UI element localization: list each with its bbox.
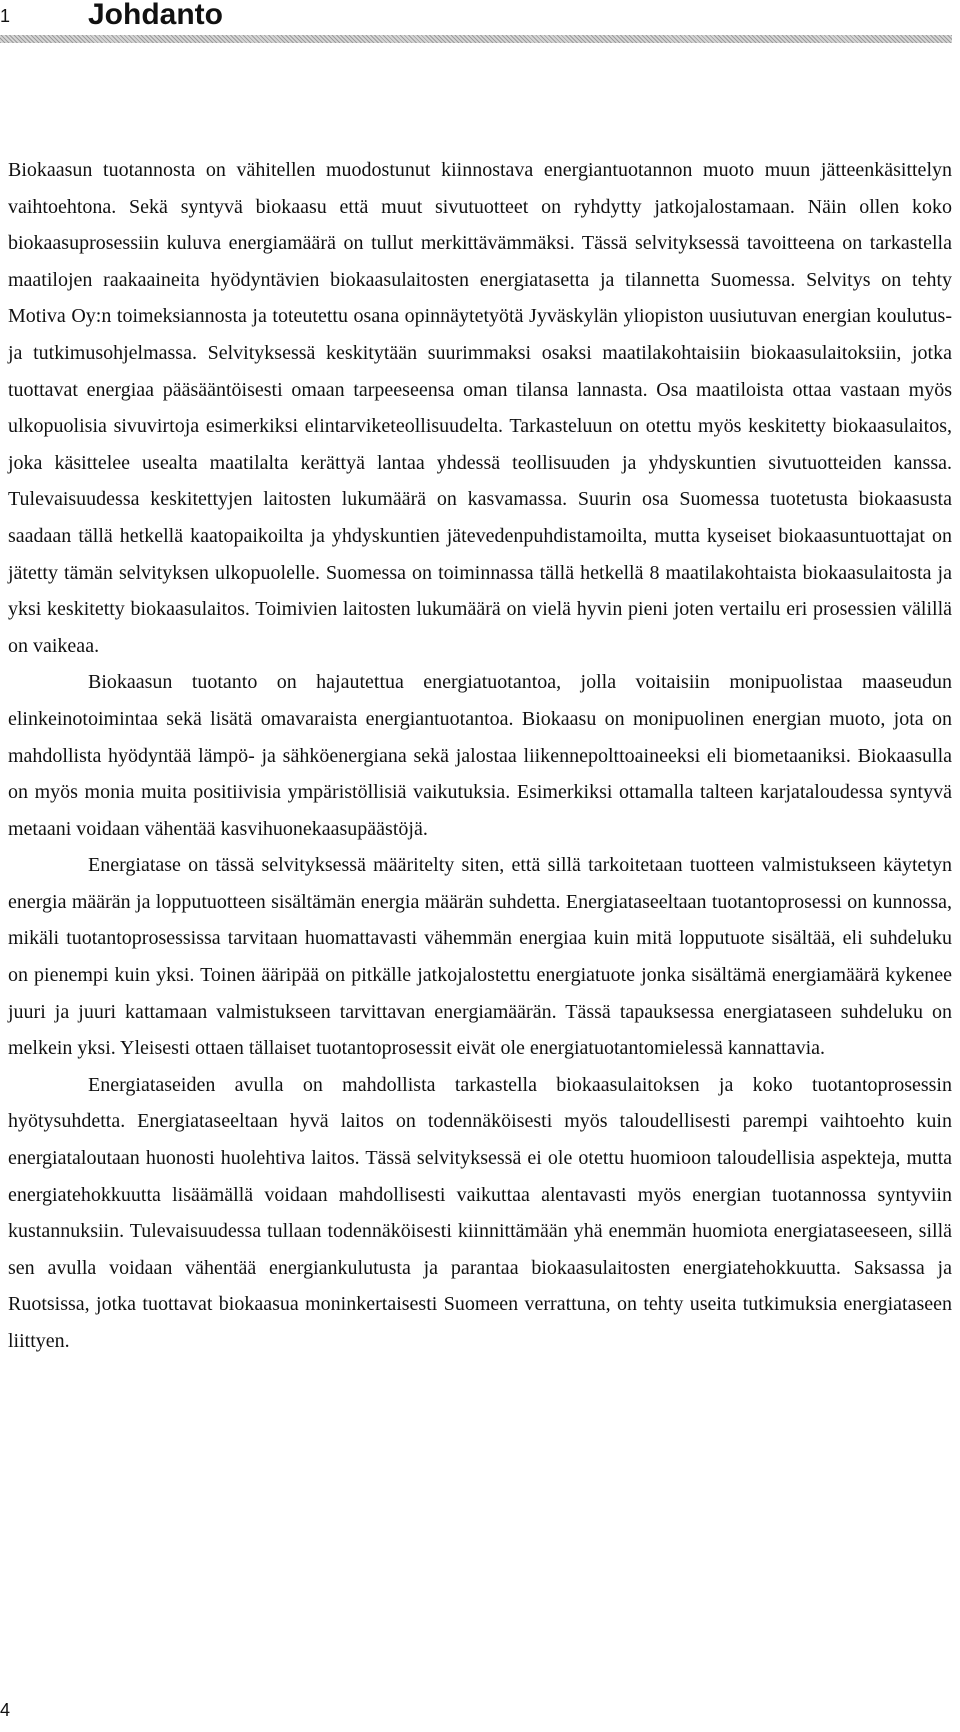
page-number: 4: [0, 1700, 11, 1720]
paragraph-biogas-production: Biokaasun tuotanto on hajautettua energiatuotantoa, jolla voitaisiin monipuolistaa maaseudun elinkeinotoimintaa sekä lisätä omavaraista energiantuotantoa. Biokaasu on monipuolinen energian muoto, jota on mahdollista hyödyntää lämpö- ja sähköenergiana sekä jalostaa liikennepolttoaineeksi eli biometaaniksi. Biokaasulla on myös monia muita positiivisia ympäristöllisiä vaikutuksia. Esimerkiksi ottamalla talteen karjataloudessa syntyvä metaani voidaan vähentää kasvihuonekaasupäästöjä.: [8, 671, 952, 840]
chapter-title: Johdanto: [88, 0, 223, 31]
chapter-number: 1: [0, 6, 11, 26]
paragraph-energy-balance: Energiatase on tässä selvityksessä määritelty siten, että sillä tarkoitetaan tuotteen valmistukseen käytetyn energia määrän ja lopputuotteen sisältämän energia määrän suhdetta. Energiataseeltaan tuotantoprosessi on kunnossa, mikäli tuotantoprosessissa tarvitaan huomattavasti vähemmän energiaa kuin mitä lopputuote sisältää, eli suhdeluku on pienempi kuin yksi. Toinen ääripää on pitkälle jatkojalostettu energiatuote jonka sisältämä energiamäärä kykenee juuri ja juuri kattamaan valmistukseen tarvittavan energiamäärän. Tässä tapauksessa energiataseen suhdeluku on melkein yksi. Yleisesti ottaen tällaiset tuotantoprosessit eivät ole energiatuotantomielessä kannattavia.: [8, 854, 952, 1060]
paragraph-intro: Biokaasun tuotannosta on vähitellen muodostunut kiinnostava energiantuotannon muoto muun jätteenkäsittelyn vaihtoehtona. Sekä syntyvä biokaasu että muut sivutuotteet on ryhdytty jatkojalostamaan. Näin ollen koko biokaasuprosessiin kuluva energiamäärä on tullut merkittävämmäksi. Tässä selvityksessä tavoitteena on tarkastella maatilojen raakaaineita hyödyntävien biokaasulaitosten energiatasetta ja tilannetta Suomessa. Selvitys on tehty Motiva Oy:n toimeksiannosta ja toteutettu osana opinnäytetyötä Jyväskylän yliopiston uusiutuvan energian koulutus- ja tutkimusohjelmassa. Selvityksessä keskitytään suurimmaksi osaksi maatilakohtaisiin biokaasulaitoksiin, jotka tuottavat energiaa pääsääntöisesti omaan tarpeeseensa oman tilansa lannasta. Osa maatiloista ottaa vastaan myös ulkopuolisia sivuvirtoja esimerkiksi elintarviketeollisuudelta. Tarkasteluun on otettu myös keskitetty biokaasulaitos, joka käsittelee usealta maatilalta kerättyä lantaa yhdessä teollisuuden ja yhdyskuntien sivutuotteiden kanssa. Tulevaisuudessa keskitettyjen laitosten lukumäärä on kasvamassa. Suurin osa Suomessa tuotetusta biokaasusta saadaan tällä hetkellä kaatopaikoilta ja yhdyskuntien jätevedenpuhdistamoilta, mutta kyseiset biokaasuntuottajat on jätetty tämän selvityksen ulkopuolelle. Suomessa on toiminnassa tällä hetkellä 8 maatilakohtaista biokaasulaitosta ja yksi keskitetty biokaasulaitos. Toimivien laitosten lukumäärä on vielä hyvin pieni joten vertailu eri prosessien välillä on vaikeaa.: [8, 159, 952, 657]
paragraph-efficiency: Energiataseiden avulla on mahdollista tarkastella biokaasulaitoksen ja koko tuotantoprosessin hyötysuhdetta. Energiataseeltaan hyvä laitos on todennäköisesti myös taloudellisesti parempi vaihtoehto kuin energiataloutaan huonosti huolehtiva laitos. Tässä selvityksessä ei ole otettu huomioon taloudellisia aspekteja, mutta energiatehokkuutta lisäämällä voidaan mahdollisesti vaikuttaa alentavasti myös energian tuotannossa syntyviin kustannuksiin. Tulevaisuudessa tullaan todennäköisesti kiinnittämään yhä enemmän huomiota energiataseeseen, sillä sen avulla voidaan vähentää energiankulutusta ja parantaa biokaasulaitosten energiatehokkuutta. Saksassa ja Ruotsissa, jotka tuottavat biokaasua moninkertaisesti Suomeen verrattuna, on tehty useita tutkimuksia energiataseen liittyen.: [8, 1073, 952, 1352]
heading-divider: [0, 35, 952, 43]
body-text: [8, 152, 952, 1360]
